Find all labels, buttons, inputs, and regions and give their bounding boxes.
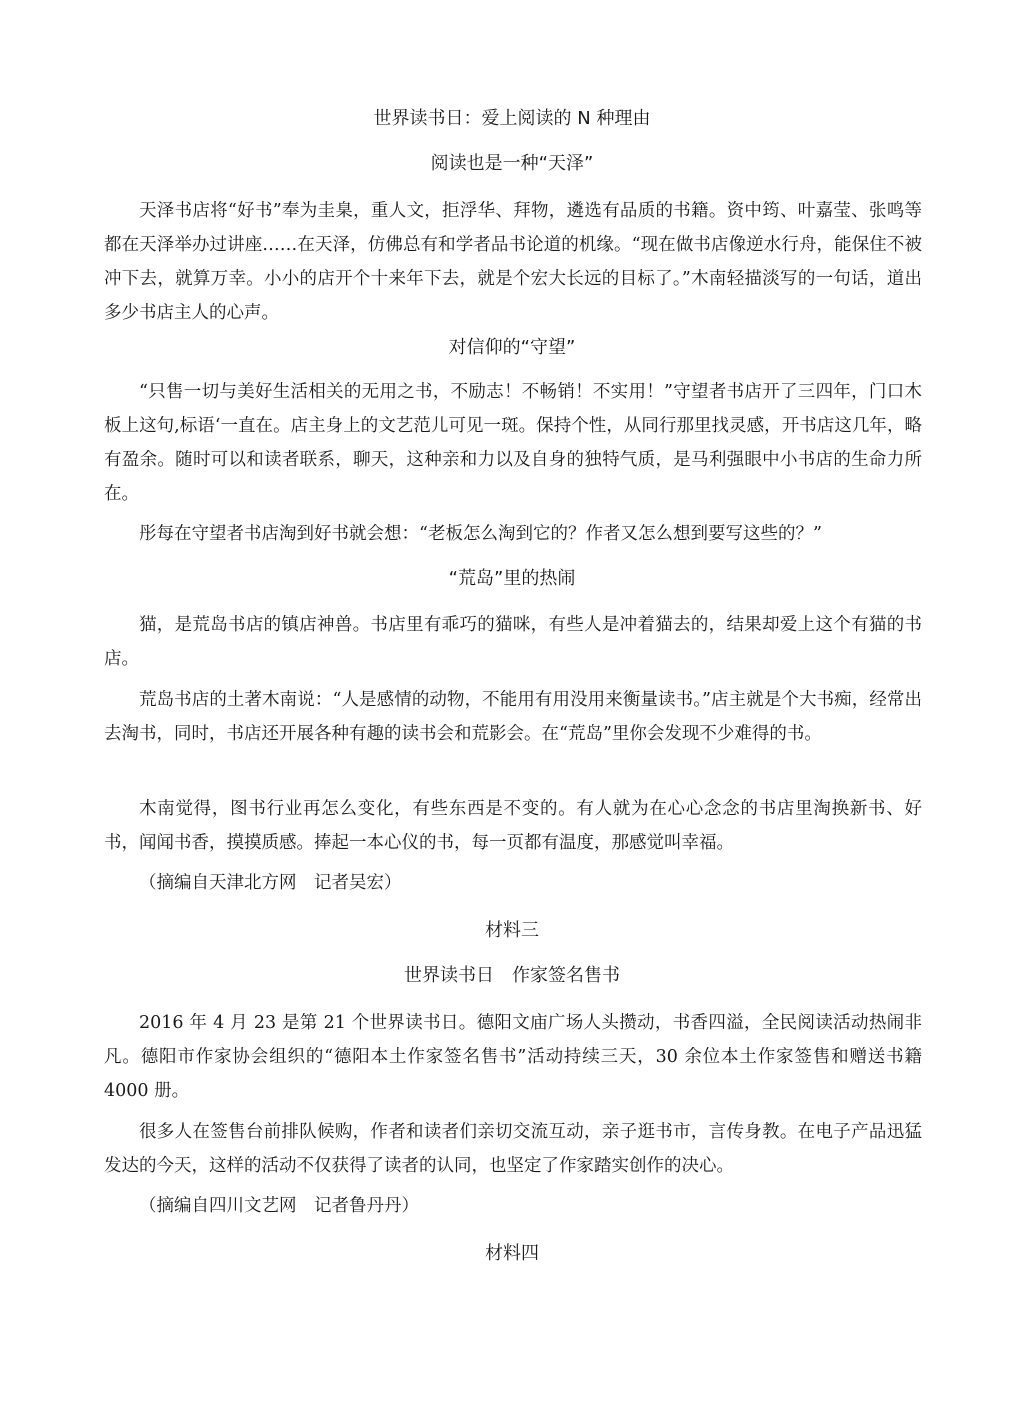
paragraph-material3-2: 很多人在签售台前排队候购，作者和读者们亲切交流互动，亲子逛书市，言传身教。在电子产品迅猛发达的今天，这样的活动不仅获得了读者的认同，也坚定了作家踏实创作的决心。 <box>104 1122 922 1176</box>
paragraph-shouwang-2: 彤每在守望者书店淘到好书就会想：“老板怎么淘到它的？作者又怎么想到要写这些的？” <box>139 524 822 544</box>
paragraph-material3-1: 2016 年 4 月 23 是第 21 个世界读书日。德阳文庙广场人头攒动，书香四溢，全民阅读活动热闹非凡。德阳市作家协会组织的“德阳本土作家签名售书”活动持续三天，30 余位本土作家签售和赠送书籍 4000 册。 <box>104 1013 922 1101</box>
section-heading-huangdao: “荒岛”里的热闹 <box>448 568 576 589</box>
paragraph-huangdao-3: 木南觉得，图书行业再怎么变化，有些东西是不变的。有人就为在心心念念的书店里淘换新书、好书，闻闻书香，摸摸质感。捧起一本心仪的书，每一页都有温度，那感觉叫幸福。 <box>104 799 922 853</box>
paragraph-huangdao-2: 荒岛书店的土著木南说：“人是感情的动物，不能用有用没用来衡量读书。”店主就是个大书痴，经常出去淘书，同时，书店还开展各种有趣的读书会和荒影会。在“荒岛”里你会发现不少难得的书。 <box>104 690 922 744</box>
paragraph-huangdao-1: 猫，是荒岛书店的镇店神兽。书店里有乖巧的猫咪，有些人是冲着猫去的，结果却爱上这个有猫的书店。 <box>104 615 922 669</box>
section-heading-tianze: 阅读也是一种“天泽” <box>430 153 594 174</box>
paragraph-tianze-1: 天泽书店将“好书”奉为圭臬，重人文，拒浮华、拜物，遴选有品质的书籍。资中筠、叶嘉莹、张鸣等都在天泽举办过讲座……在天泽，仿佛总有和学者品书论道的机缘。“现在做书店像逆水行舟，能保住不被冲下去，就算万幸。小小的店开个十来年下去，就是个宏大长远的目标了。”木南轻描淡写的一句话，道出多少书店主人的心声。 <box>104 201 922 323</box>
document-title: 世界读书日：爱上阅读的 N 种理由 <box>373 108 651 129</box>
source-note-tianjin: （摘编自天津北方网 记者吴宏） <box>139 873 402 893</box>
source-note-sichuan: （摘编自四川文艺网 记者鲁丹丹） <box>139 1196 419 1216</box>
material-four-label: 材料四 <box>485 1243 539 1264</box>
material-three-heading: 世界读书日 作家签名售书 <box>404 965 620 986</box>
paragraph-shouwang-1: “只售一切与美好生活相关的无用之书，不励志！不畅销！不实用！”守望者书店开了三四年，门口木板上这句,标语‘一直在。店主身上的文艺范儿可见一斑。保持个性，从同行那里找灵感，开书店这几年，略有盈余。随时可以和读者联系，聊天，这种亲和力以及自身的独特气质，是马利强眼中小书店的生命力所在。 <box>104 382 922 504</box>
section-heading-shouwang: 对信仰的“守望” <box>448 337 576 358</box>
material-three-label: 材料三 <box>485 920 539 941</box>
